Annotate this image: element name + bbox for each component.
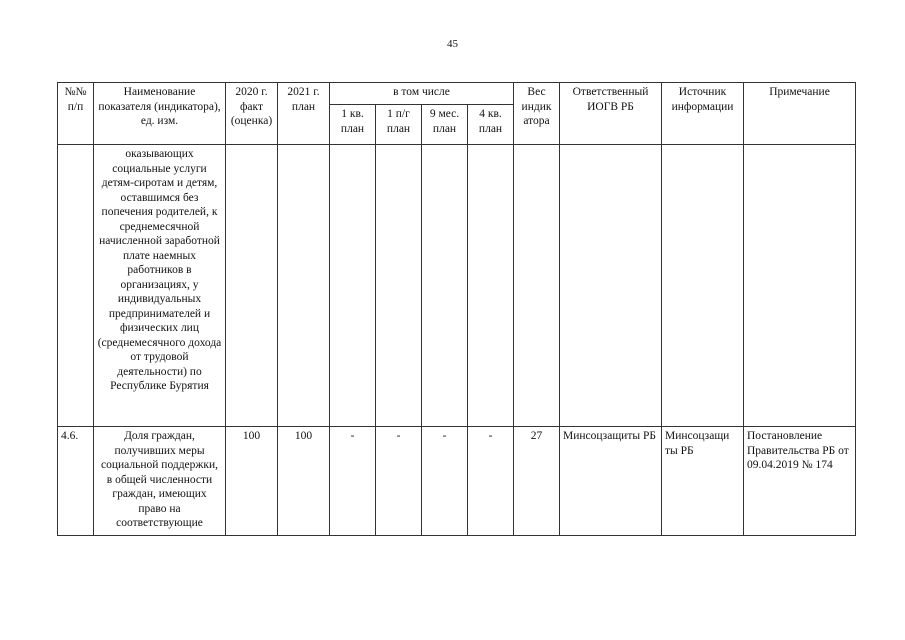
cell-q1 — [330, 145, 376, 427]
cell-num: 4.6. — [58, 427, 94, 536]
cell-responsible: Минсоцзащиты РБ — [560, 427, 662, 536]
cell-2020 — [226, 145, 278, 427]
cell-h1: - — [376, 427, 422, 536]
header-2021: 2021 г. план — [278, 83, 330, 145]
header-q4: 4 кв. план — [468, 105, 514, 145]
cell-2020: 100 — [226, 427, 278, 536]
cell-responsible — [560, 145, 662, 427]
header-responsible: Ответственный ИОГВ РБ — [560, 83, 662, 145]
cell-name: Доля граждан, получивших меры социальной поддержки, в общей численности граждан, имеющих право на соответствующие — [94, 427, 226, 536]
table-row — [58, 145, 856, 427]
table-row — [58, 427, 856, 536]
header-note: Примечание — [744, 83, 856, 145]
cell-note — [744, 145, 856, 427]
cell-2021: 100 — [278, 427, 330, 536]
header-source: Источник информации — [662, 83, 744, 145]
cell-2021 — [278, 145, 330, 427]
header-2020: 2020 г. факт (оценка) — [226, 83, 278, 145]
cell-9m: - — [422, 427, 468, 536]
cell-q1: - — [330, 427, 376, 536]
header-9m: 9 мес. план — [422, 105, 468, 145]
header-num: №№ п/п — [58, 83, 94, 145]
page-number: 45 — [447, 38, 458, 50]
indicators-table — [57, 82, 856, 536]
header-including: в том числе — [330, 83, 514, 105]
header-name: Наименование показателя (индикатора), ед. изм. — [94, 83, 226, 145]
cell-source: Минсоцзащи ты РБ — [662, 427, 744, 536]
cell-q4: - — [468, 427, 514, 536]
header-weight: Вес индик атора — [514, 83, 560, 145]
cell-q4 — [468, 145, 514, 427]
cell-9m — [422, 145, 468, 427]
cell-h1 — [376, 145, 422, 427]
header-h1: 1 п/г план — [376, 105, 422, 145]
cell-source — [662, 145, 744, 427]
cell-num — [58, 145, 94, 427]
cell-weight: 27 — [514, 427, 560, 536]
cell-weight — [514, 145, 560, 427]
cell-name: оказывающих социальные услуги детям-сиротам и детям, оставшимся без попечения родителей, к среднемесячной начисленной заработной плате наемных работников в организациях, у индивидуальных предпринимателей и физических лиц (среднемесячного дохода от трудовой деятельности) по Республике Бурятия — [94, 145, 226, 427]
header-q1: 1 кв. план — [330, 105, 376, 145]
cell-note: Постановление Правительства РБ от 09.04.2019 № 174 — [744, 427, 856, 536]
